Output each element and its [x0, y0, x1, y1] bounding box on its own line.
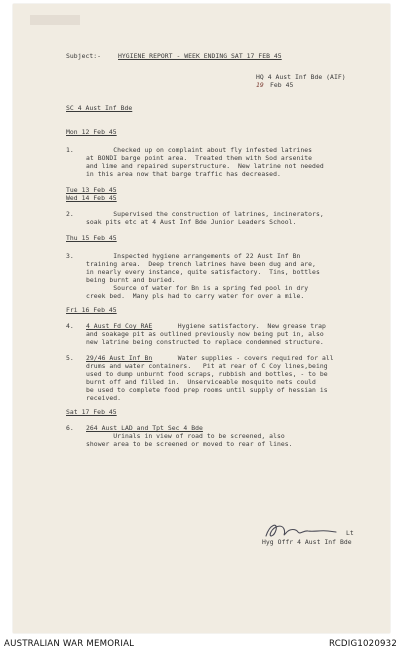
para-4-line: and soakage pit as outlined previously now being put in, also [86, 330, 324, 338]
para-3-line: in nearly every instance, quite satisfactory. Tins, bottles [86, 268, 320, 276]
para-number-6: 6. [66, 424, 74, 432]
para-2-line: Supervised the construction of latrines, incinerators, [86, 210, 324, 218]
para-number-1: 1. [66, 146, 74, 154]
heading-mon: Mon 12 Feb 45 [66, 128, 117, 136]
footer-institution: AUSTRALIAN WAR MEMORIAL [4, 639, 135, 649]
heading-fri: Fri 16 Feb 45 [66, 306, 117, 314]
para-1-line: in this area now that barge traffic has decreased. [86, 170, 281, 178]
heading-wed: Wed 14 Feb 45 [66, 194, 117, 202]
archive-footer [0, 636, 401, 654]
para-2-line: soak pits etc at 4 Aust Inf Bde Junior Leaders School. [86, 218, 297, 226]
para-1-line: at BONDI barge point area. Treated them with Sod arsenite [86, 154, 313, 162]
para-5-line: drums and water containers. Pit at rear of C Coy lines,being [86, 362, 328, 370]
para-6-line: Urinals in view of road to be screened, also [86, 432, 285, 440]
para-number-2: 2. [66, 210, 74, 218]
unit-name: 4 Aust Fd Coy RAE [86, 322, 153, 330]
unit-name: 29/46 Aust Inf Bn [86, 354, 153, 362]
para-number-5: 5. [66, 354, 74, 362]
signatory-title: Hyg Offr 4 Aust Inf Bde [262, 538, 352, 546]
para-number-4: 4. [66, 322, 74, 330]
unit-name: 264 Aust LAD and Tpt Sec 4 Bde [86, 424, 203, 432]
para-5-line: burnt off and filled in. Unserviceable mosquito nets could [86, 378, 316, 386]
addressee: SC 4 Aust Inf Bde [66, 104, 133, 112]
para-6-line: shower area to be screened or moved to rear of lines. [86, 440, 293, 448]
para-number-3: 3. [66, 252, 74, 260]
heading-thu: Thu 15 Feb 45 [66, 234, 117, 242]
para-3-line: Source of water for Bn is a spring fed pool in dry [86, 284, 309, 292]
para-3-line: Inspected hygiene arrangements of 22 Aust Inf Bn [86, 252, 301, 260]
para-5-line: used to dump unburnt food scraps, rubbish and bottles, - to be [86, 370, 328, 378]
para-4-line: Hygiene satisfactory. New grease trap [170, 322, 326, 330]
para-1-line: and lime and repaired superstructure. New latrine not needed [86, 162, 324, 170]
para-4-line: new latrine being constructed to replace condemned structure. [86, 338, 324, 346]
para-3-line: creek bed. Many pls had to carry water for over a mile. [86, 292, 305, 300]
signatory-rank: Lt [346, 529, 354, 537]
heading-sat: Sat 17 Feb 45 [66, 408, 117, 416]
subject-label: Subject:- [66, 52, 102, 60]
para-3-line: being burnt and buried. [86, 276, 176, 284]
para-5-line: Water supplies - covers required for all [170, 354, 334, 362]
footer-record-id: RCDIG1020932 [328, 639, 397, 649]
subject-title: HYGIENE REPORT - WEEK ENDING SAT 17 FEB 45 [118, 52, 282, 60]
faded-stamp-mark [30, 13, 90, 33]
hq-line: HQ 4 Aust Inf Bde (AIF) [256, 73, 346, 81]
handwritten-date-day: 19 [256, 81, 264, 89]
para-5-line: be used to complete food prep rooms until supply of hessian is [86, 386, 328, 394]
para-3-line: training area. Deep trench latrines have been dug and are, [86, 260, 316, 268]
para-5-line: received. [86, 394, 122, 402]
date-month: Feb 45 [270, 81, 294, 89]
heading-tue: Tue 13 Feb 45 [66, 186, 117, 194]
para-1-line: Checked up on complaint about fly infested latrines [86, 146, 313, 154]
